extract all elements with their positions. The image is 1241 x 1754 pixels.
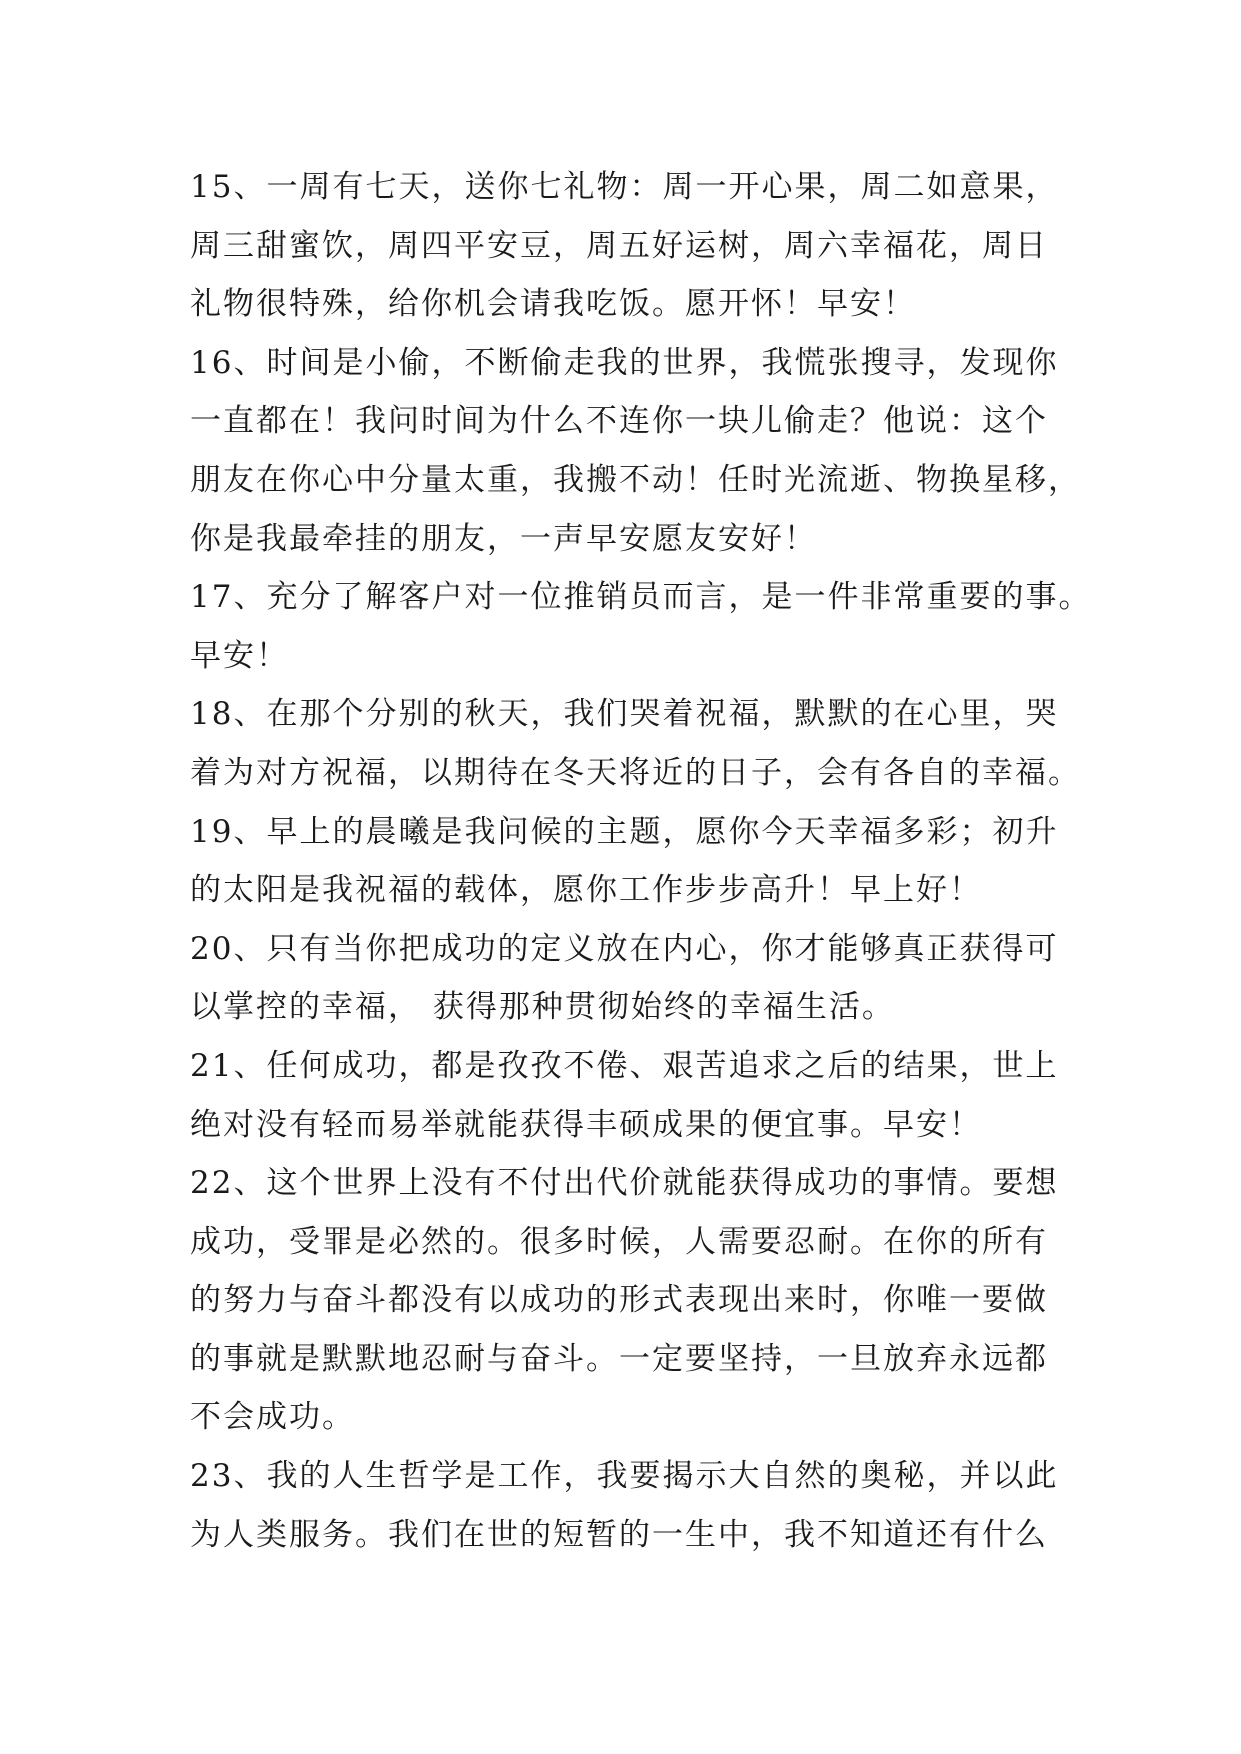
text-line: 一直都在！我问时间为什么不连你一块儿偷走？他说：这个 xyxy=(190,403,1048,440)
text-line: 周三甜蜜饮，周四平安豆，周五好运树，周六幸福花，周日 xyxy=(190,227,1048,264)
text-line: 16、时间是小偷，不断偷走我的世界，我慌张搜寻，发现你 xyxy=(190,344,1059,381)
text-line: 20、只有当你把成功的定义放在内心，你才能够真正获得可 xyxy=(190,930,1059,967)
text-line: 礼物很特殊，给你机会请我吃饭。愿开怀！早安！ xyxy=(190,286,916,323)
text-line: 以掌控的幸福， 获得那种贯彻始终的幸福生活。 xyxy=(190,989,895,1026)
text-line: 的事就是默默地忍耐与奋斗。一定要坚持，一旦放弃永远都 xyxy=(190,1340,1048,1377)
text-line: 朋友在你心中分量太重，我搬不动！任时光流逝、物换星移， xyxy=(190,461,1081,498)
text-line: 的努力与奋斗都没有以成功的形式表现出来时，你唯一要做 xyxy=(190,1282,1048,1319)
text-line: 的太阳是我祝福的载体，愿你工作步步高升！早上好！ xyxy=(190,872,982,909)
text-line: 早安！ xyxy=(190,637,289,674)
text-line: 17、充分了解客户对一位推销员而言，是一件非常重要的事。 xyxy=(190,579,1092,616)
text-line: 绝对没有轻而易举就能获得丰硕成果的便宜事。早安！ xyxy=(190,1106,982,1143)
text-line: 为人类服务。我们在世的短暂的一生中，我不知道还有什么 xyxy=(190,1516,1048,1553)
text-line: 23、我的人生哲学是工作，我要揭示大自然的奥秘，并以此 xyxy=(190,1458,1059,1495)
text-line: 成功，受罪是必然的。很多时候，人需要忍耐。在你的所有 xyxy=(190,1223,1048,1260)
text-line: 你是我最牵挂的朋友，一声早安愿友安好！ xyxy=(190,520,817,557)
text-line: 不会成功。 xyxy=(190,1399,355,1436)
text-line: 21、任何成功，都是孜孜不倦、艰苦追求之后的结果，世上 xyxy=(190,1047,1059,1084)
text-line: 15、一周有七天，送你七礼物：周一开心果，周二如意果， xyxy=(190,169,1059,205)
text-line: 19、早上的晨曦是我问候的主题，愿你今天幸福多彩；初升 xyxy=(190,813,1059,850)
text-line: 22、这个世界上没有不付出代价就能获得成功的事情。要想 xyxy=(190,1165,1059,1202)
text-line: 18、在那个分别的秋天，我们哭着祝福，默默的在心里，哭 xyxy=(190,696,1059,733)
text-line: 着为对方祝福，以期待在冬天将近的日子，会有各自的幸福。 xyxy=(190,754,1081,791)
document-body xyxy=(190,158,1092,1564)
